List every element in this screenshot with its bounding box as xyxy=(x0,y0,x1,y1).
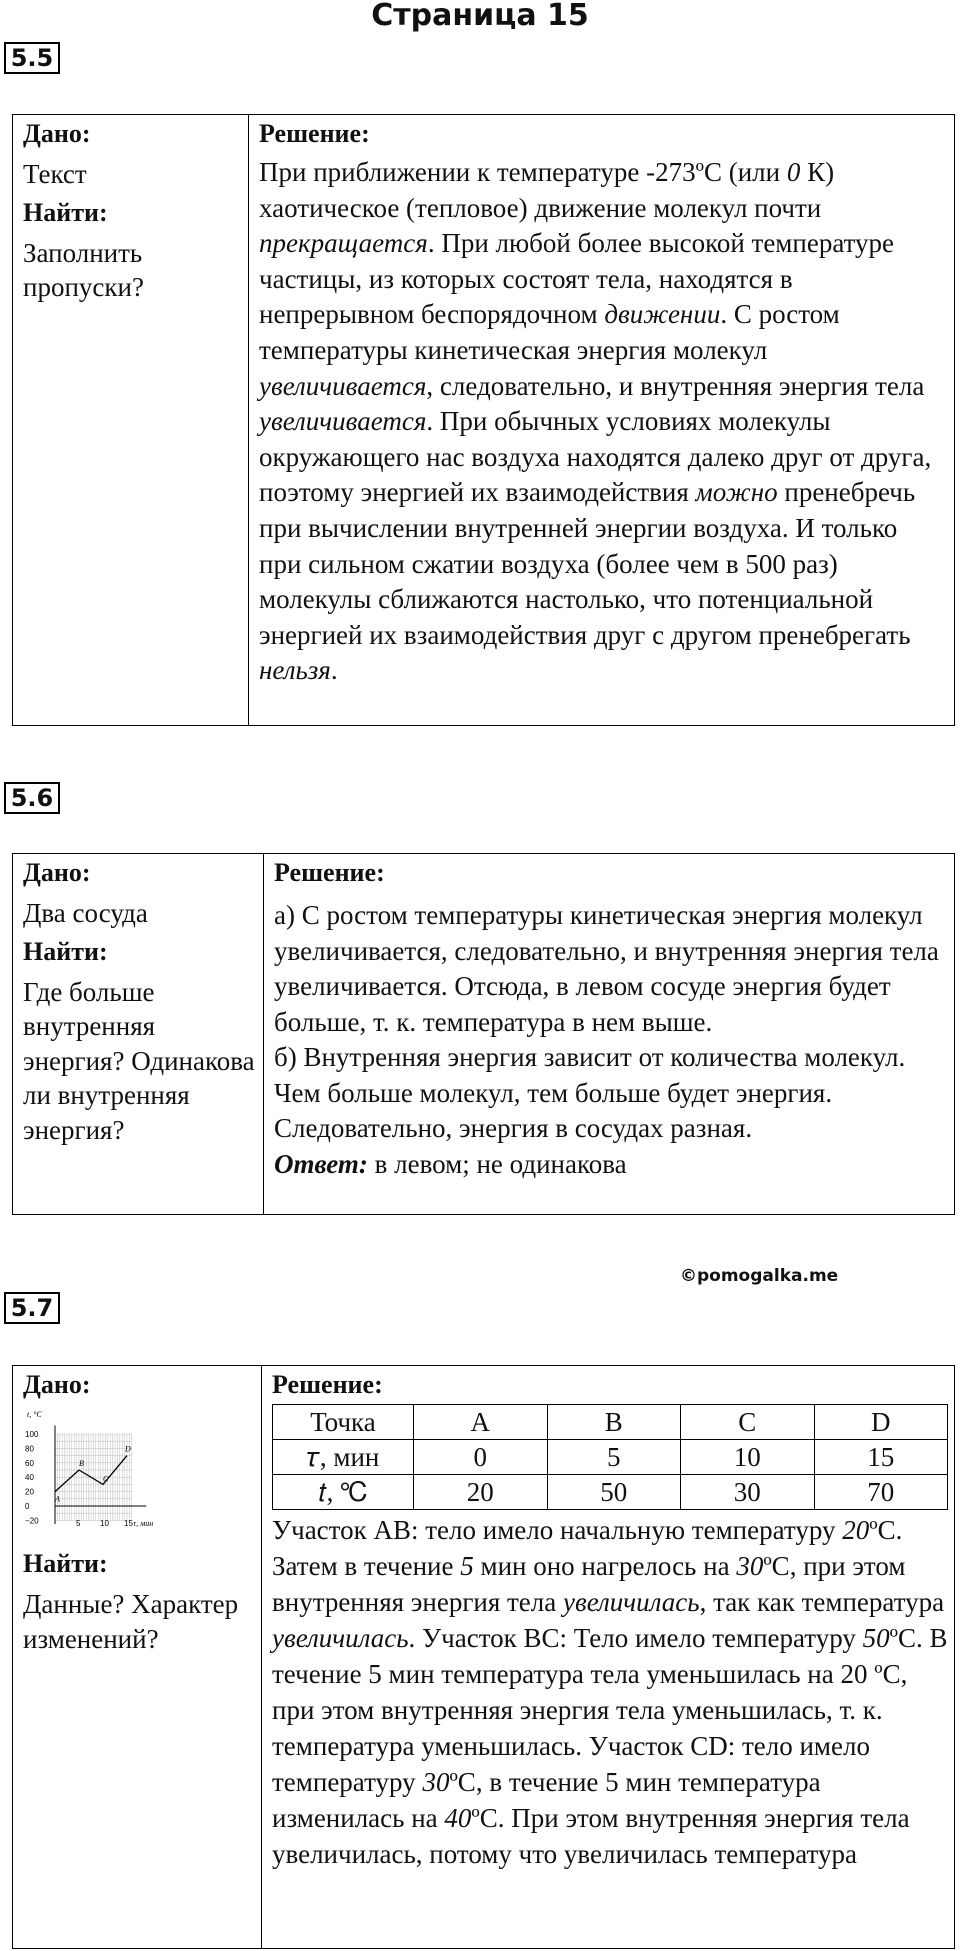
given-heading: Дано: xyxy=(23,858,91,887)
text-run: . При любой более высокой температуре частицы, из которых состоят тела, находятся в непрерывном беспорядочном xyxy=(259,228,895,330)
task-5-5-box xyxy=(12,114,955,726)
task-number-5-5: 5.5 xyxy=(4,42,60,74)
italic-text: нельзя xyxy=(259,655,331,686)
given-text: Текст xyxy=(23,159,87,189)
italic-text: 20 xyxy=(842,1515,870,1545)
solution-column xyxy=(262,1366,956,1948)
italic-text: 5 xyxy=(460,1551,474,1581)
y-axis-label: t, °C xyxy=(27,1410,42,1419)
table-cell: 0 xyxy=(414,1440,548,1475)
solution-text xyxy=(259,155,946,689)
text-run: ºС, при этом внутренняя энергия тела xyxy=(272,1551,906,1617)
text-run: . С ростом температуры кинетическая энергия молекул xyxy=(259,299,840,365)
text-run: К) хаотическое (тепловое) движение молекул почти xyxy=(259,157,835,223)
text-run: . При обычных условиях молекулы окружающего нас воздуха находятся далеко друг от друга, поэтому энергией их взаимодействия xyxy=(259,406,932,508)
text-run: . xyxy=(330,655,338,686)
table-cell: B xyxy=(547,1405,681,1440)
y-tick-label: 60 xyxy=(25,1458,34,1468)
text-run: ºС. Затем в течение xyxy=(272,1515,903,1581)
italic-text: 30 xyxy=(422,1767,450,1797)
table-cell: Точка xyxy=(273,1405,414,1440)
y-tick-label: 100 xyxy=(25,1430,39,1439)
given-heading: Дано: xyxy=(23,1370,91,1399)
point-label: B xyxy=(79,1459,84,1468)
table-row xyxy=(273,1405,948,1440)
italic-text: можно xyxy=(695,477,778,508)
table-cell: 𝑡, ℃ xyxy=(273,1475,414,1510)
text-run: ºС. В течение 5 мин температура тела уменьшилась на 20 ºС, при этом внутренняя энергия тела уменьшилась, т. к. температура уменьшилась. Участок CD: тело имело температуру xyxy=(272,1623,948,1797)
point-label: C xyxy=(103,1474,109,1484)
italic-text: увеличилась xyxy=(563,1587,700,1617)
italic-text: увеличивается xyxy=(259,370,427,401)
italic-text: увеличилась xyxy=(272,1623,409,1653)
answer-line xyxy=(274,1147,946,1183)
x-tick-label: 15 xyxy=(124,1519,133,1528)
find-text: Заполнить пропуски? xyxy=(23,237,144,302)
answer-text: в левом; не одинакова xyxy=(367,1148,627,1179)
copyright: ©pomogalka.me xyxy=(680,1266,839,1286)
point-label: D xyxy=(125,1444,131,1454)
text-run: Участок AB: тело имело начальную температуру xyxy=(272,1515,843,1545)
italic-text: 40 xyxy=(444,1803,472,1833)
find-text: Где больше внутренняя энергия? Одинакова ли внутренняя энергия? xyxy=(23,976,255,1145)
solution-heading: Решение: xyxy=(274,858,385,887)
x-tick-label: 10 xyxy=(100,1519,109,1528)
table-cell: D xyxy=(814,1405,948,1440)
find-text: Данные? Характер изменений? xyxy=(23,1589,239,1654)
italic-text: 50 xyxy=(862,1623,890,1653)
solution-column xyxy=(249,115,954,725)
solution-part-b: б) Внутренняя энергия зависит от количества молекул. Чем больше молекул, тем больше будет энергия. Следовательно, энергия в сосудах разная. xyxy=(274,1042,906,1143)
y-tick-label: 40 xyxy=(25,1473,34,1483)
table-cell: 70 xyxy=(814,1475,948,1510)
table-cell: A xyxy=(414,1405,548,1440)
text-run: ºС. При этом внутренняя энергия тела увеличилась, потому что увеличилась температура xyxy=(272,1803,910,1869)
table-cell: C xyxy=(681,1405,815,1440)
table-cell: 30 xyxy=(681,1475,815,1510)
task-number-5-7: 5.7 xyxy=(4,1292,60,1324)
y-tick-label: 0 xyxy=(25,1502,30,1511)
x-tick-label: 5 xyxy=(76,1519,81,1528)
point-label: A xyxy=(55,1494,60,1504)
given-column xyxy=(13,854,264,1214)
table-row xyxy=(273,1475,948,1510)
y-tick-label: 20 xyxy=(25,1487,34,1497)
text-run: При приближении к температуре -273ºС (или xyxy=(259,157,787,187)
data-table xyxy=(272,1404,948,1510)
find-heading: Найти: xyxy=(23,1549,108,1578)
table-cell: 50 xyxy=(547,1475,681,1510)
solution-heading: Решение: xyxy=(272,1370,383,1399)
x-axis-label: τ, мин xyxy=(133,1519,154,1528)
text-run: ºС, в течение 5 мин температура изменилась на xyxy=(272,1767,821,1833)
italic-text: прекращается xyxy=(259,228,428,259)
given-column xyxy=(13,1366,262,1948)
text-run: мин оно нагрелось на xyxy=(473,1551,737,1581)
italic-text: 0 xyxy=(786,157,801,187)
y-tick-label: 80 xyxy=(25,1444,34,1454)
italic-text: 30 xyxy=(736,1551,764,1581)
italic-text: увеличивается xyxy=(259,406,427,437)
text-run: пренебречь при вычислении внутренней энергии воздуха. И только при сильном сжатии воздуха (более чем в 500 раз) молекулы сближаются настолько, что потенциальной энергией их взаимодействия друг с другом пренебрегать xyxy=(259,477,916,650)
temperature-graph xyxy=(23,1408,253,1538)
text-run: , так как температура xyxy=(699,1587,945,1617)
given-heading: Дано: xyxy=(23,119,91,148)
answer-label: Ответ: xyxy=(274,1148,368,1179)
text-run: , следовательно, и внутренняя энергия тела xyxy=(426,370,925,401)
table-cell: 20 xyxy=(414,1475,548,1510)
solution-part-a: а) С ростом температуры кинетическая энергия молекул увеличивается, следовательно, и внутренняя энергия тела увеличивается. Отсюда, в левом сосуде энергия будет больше, т. к. температура в нем выше. xyxy=(274,900,939,1037)
table-cell: 10 xyxy=(681,1440,815,1475)
table-cell: 5 xyxy=(547,1440,681,1475)
task-5-7-box xyxy=(12,1365,955,1949)
solution-heading: Решение: xyxy=(259,119,370,148)
y-tick-label: −20 xyxy=(25,1516,39,1526)
table-cell: 𝜏, мин xyxy=(273,1440,414,1475)
find-heading: Найти: xyxy=(23,197,108,227)
task-number-5-6: 5.6 xyxy=(4,782,60,814)
given-column xyxy=(13,115,249,725)
given-text: Два сосуда xyxy=(23,898,148,928)
table-row xyxy=(273,1440,948,1475)
table-cell: 15 xyxy=(814,1440,948,1475)
page-title: Страница 15 xyxy=(371,0,589,33)
italic-text: движении xyxy=(604,299,721,330)
find-heading: Найти: xyxy=(23,936,108,966)
solution-text xyxy=(272,1512,948,1872)
solution-column xyxy=(264,854,954,1214)
task-5-6-box xyxy=(12,853,955,1215)
text-run: . Участок BC: Тело имело температуру xyxy=(408,1623,863,1653)
